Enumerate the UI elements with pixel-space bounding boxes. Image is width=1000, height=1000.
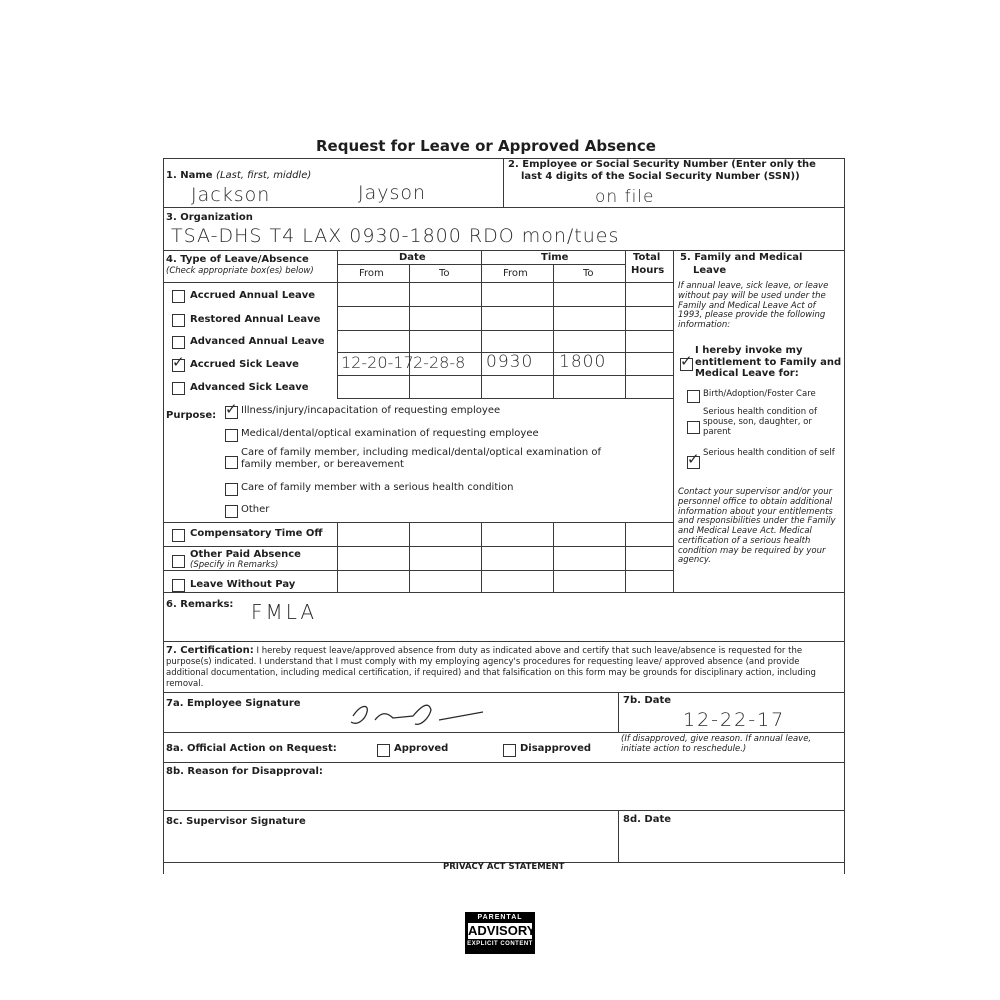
sick-date-to[interactable]: 2-28-8 — [413, 353, 466, 372]
purpose-label-3: Care of family member, including medical/dental/optical examination of family member, or bereavement — [241, 447, 602, 470]
sick-date-from[interactable]: 12-20-17 — [341, 353, 414, 372]
purpose-label-1: Illness/injury/incapacitation of requesting employee — [241, 405, 501, 416]
name-last-value[interactable]: Jackson — [191, 184, 271, 206]
grid-line — [337, 330, 673, 331]
parental-advisory-badge — [465, 912, 535, 954]
supervisor-signature-label: 8c. Supervisor Signature — [166, 816, 306, 827]
date-to-label: To — [439, 268, 450, 279]
official-action-label: 8a. Official Action on Request: — [166, 743, 337, 754]
grid-line — [337, 375, 673, 376]
advanced-sick-checkbox[interactable] — [172, 382, 185, 395]
comp-time-checkbox[interactable] — [172, 529, 185, 542]
date-8d-label: 8d. Date — [623, 814, 672, 825]
hours-label: Hours — [631, 265, 665, 276]
grid-line — [337, 264, 625, 265]
time-from-label: From — [503, 268, 528, 279]
purpose-label-4: Care of family member with a serious health condition — [241, 482, 514, 493]
certification-block — [166, 645, 842, 690]
total-label: Total — [633, 252, 661, 263]
leave-type-label: Accrued Sick Leave — [190, 359, 299, 370]
leave-type-label: Advanced Annual Leave — [190, 336, 325, 347]
divider — [163, 250, 845, 251]
check-mark-icon: ✓ — [225, 400, 238, 418]
org-label: 3. Organization — [166, 212, 253, 223]
other-type-label: Leave Without Pay — [190, 579, 296, 590]
divider — [163, 692, 845, 693]
type-label: 4. Type of Leave/Absence — [166, 254, 309, 265]
name-hint: (Last, first, middle) — [216, 170, 312, 181]
ssn-label-2: last 4 digits of the Social Security Number (SSN)) — [521, 171, 800, 182]
time-to-label: To — [583, 268, 594, 279]
advisory-line-2: ADVISORY — [468, 923, 536, 938]
fmla-label: 5. Family and Medical — [680, 252, 803, 263]
divider — [163, 732, 845, 733]
type-hint: (Check appropriate box(es) below) — [166, 266, 314, 276]
date-7b-value[interactable]: 12-22-17 — [683, 709, 786, 731]
grid-line — [163, 522, 673, 523]
privacy-label: PRIVACY ACT STATEMENT — [443, 862, 565, 872]
purpose-label-2: Medical/dental/optical examination of requesting employee — [241, 428, 539, 439]
sick-time-from[interactable]: 0930 — [486, 352, 534, 372]
other-paid-checkbox[interactable] — [172, 555, 185, 568]
divider — [503, 158, 504, 207]
name-label: 1. Name — [166, 170, 213, 181]
ssn-value[interactable]: on file — [595, 187, 655, 207]
fmla-option-label: Serious health condition of self — [703, 448, 835, 458]
leave-request-form — [163, 158, 845, 874]
purpose-medical-checkbox[interactable] — [225, 429, 238, 442]
remarks-label: 6. Remarks: — [166, 599, 234, 610]
form-border-right — [844, 158, 845, 874]
time-header: Time — [541, 252, 569, 263]
date-header: Date — [399, 252, 426, 263]
check-mark-icon: ✓ — [687, 450, 700, 468]
divider — [163, 641, 845, 642]
advanced-annual-checkbox[interactable] — [172, 336, 185, 349]
purpose-other-checkbox[interactable] — [225, 505, 238, 518]
purpose-label-5: Other — [241, 504, 270, 515]
divider — [163, 207, 845, 208]
employee-signature[interactable] — [343, 698, 493, 730]
disapproved-hint: (If disapproved, give reason. If annual leave, initiate action to reschedule.) — [621, 734, 812, 754]
disapproved-label: Disapproved — [520, 743, 592, 754]
sick-time-to[interactable]: 1800 — [559, 352, 607, 372]
leave-type-label: Advanced Sick Leave — [190, 382, 309, 393]
cert-text: I hereby request leave/approved absence from duty as indicated above and certify that such leave/absence is requested for the purpose(s) indicated. I understand that I must comply with my employing agency's procedures for requesting leave/ approved absence (and provide additional documentation, including medical certification, if required) and that falsification on this form may be grounds for disciplinary action, including removal. — [166, 646, 816, 689]
advisory-line-1: PARENTAL — [477, 914, 523, 921]
fmla-info: If annual leave, sick leave, or leave without pay will be used under the Family and Medical Leave Act of 1993, please provide the following information: — [678, 281, 829, 331]
fmla-option-label: Birth/Adoption/Foster Care — [703, 389, 816, 399]
lwop-checkbox[interactable] — [172, 579, 185, 592]
reason-label: 8b. Reason for Disapproval: — [166, 766, 323, 777]
leave-type-label: Restored Annual Leave — [190, 314, 321, 325]
other-type-label: Compensatory Time Off — [190, 528, 323, 539]
name-first-value[interactable]: Jayson — [358, 182, 427, 204]
divider — [618, 692, 619, 732]
date-from-label: From — [359, 268, 384, 279]
purpose-family-care-checkbox[interactable] — [225, 456, 238, 469]
cert-label: 7. Certification: — [166, 645, 254, 656]
fmla-invoke: I hereby invoke my entitlement to Family and Medical Leave for: — [695, 345, 842, 379]
advisory-line-3: EXPLICIT CONTENT — [467, 941, 533, 947]
other-type-hint: (Specify in Remarks) — [190, 560, 279, 570]
fmla-contact: Contact your supervisor and/or your personnel office to obtain additional information about your entitlements and responsibilities under the Family and Medical Leave Act. Medical certification of a serious health condition may be required by your agency. — [678, 487, 836, 566]
divider — [673, 250, 674, 592]
divider — [163, 282, 673, 283]
divider — [163, 592, 845, 593]
fmla-option-label: Serious health condition of spouse, son, daughter, or parent — [703, 407, 818, 437]
employee-signature-label: 7a. Employee Signature — [166, 698, 301, 709]
fmla-family-checkbox[interactable] — [687, 421, 700, 434]
fmla-label-2: Leave — [693, 265, 727, 276]
purpose-serious-checkbox[interactable] — [225, 483, 238, 496]
remarks-value[interactable]: FMLA — [251, 600, 318, 624]
divider — [163, 810, 845, 811]
restored-annual-checkbox[interactable] — [172, 314, 185, 327]
other-type-label: Other Paid Absence — [190, 549, 301, 560]
date-7b-label: 7b. Date — [623, 695, 672, 706]
approved-checkbox[interactable] — [377, 744, 390, 757]
divider — [163, 762, 845, 763]
grid-line — [163, 546, 673, 547]
divider — [618, 810, 619, 862]
disapproved-checkbox[interactable] — [503, 744, 516, 757]
grid-line — [337, 306, 673, 307]
check-mark-icon: ✓ — [680, 352, 693, 370]
form-title: Request for Leave or Approved Absence — [316, 137, 656, 155]
purpose-label: Purpose: — [166, 410, 217, 421]
org-value[interactable]: TSA-DHS T4 LAX 0930-1800 RDO mon/tues — [171, 225, 620, 247]
approved-label: Approved — [394, 743, 449, 754]
ssn-label: 2. Employee or Social Security Number (Enter only the — [508, 159, 816, 170]
fmla-birth-checkbox[interactable] — [687, 390, 700, 403]
accrued-annual-checkbox[interactable] — [172, 290, 185, 303]
leave-type-label: Accrued Annual Leave — [190, 290, 316, 301]
check-mark-icon: ✓ — [172, 353, 185, 371]
